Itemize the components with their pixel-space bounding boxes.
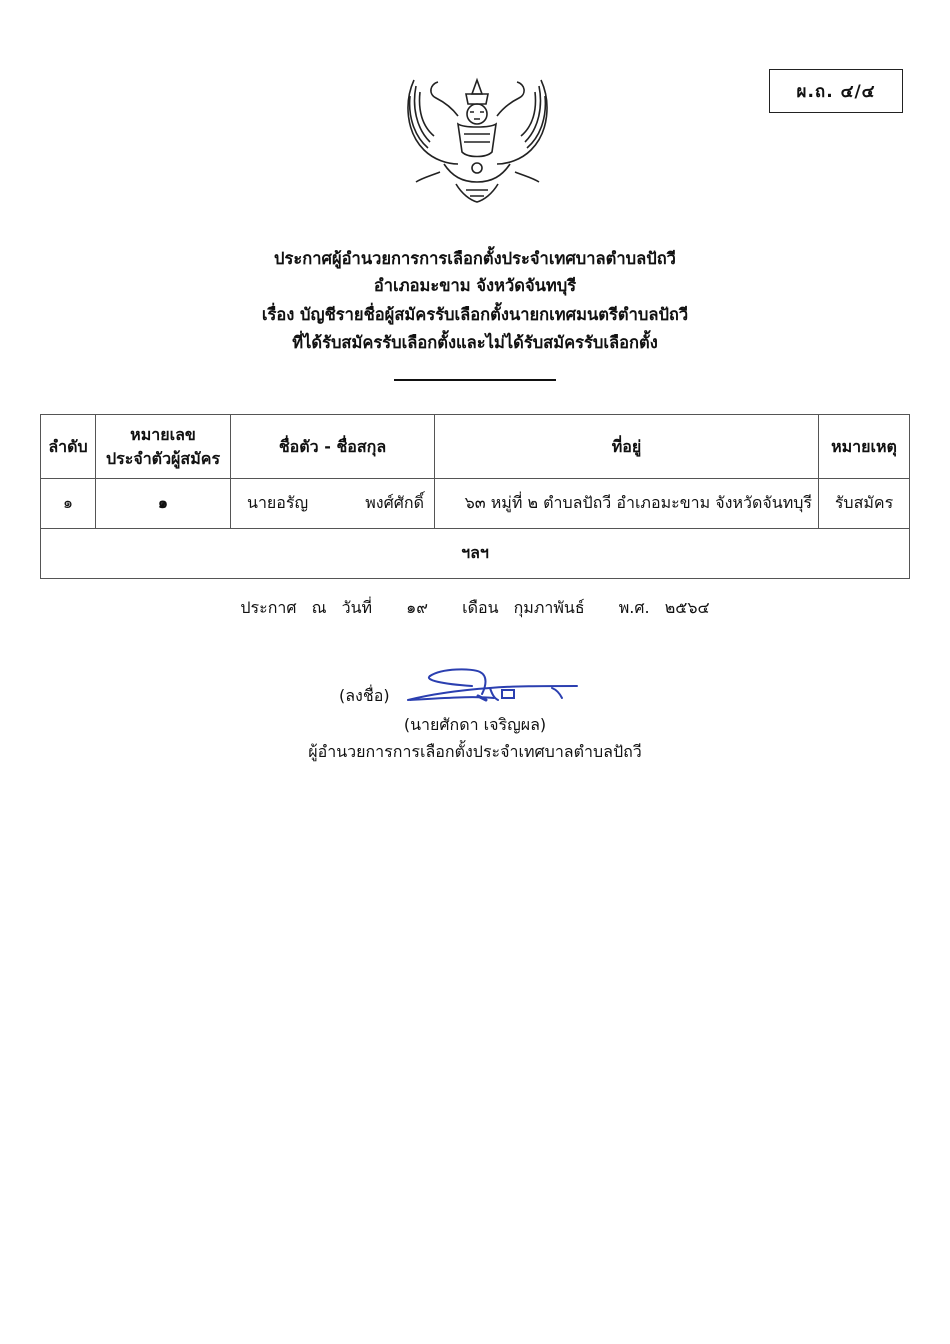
table-row	[41, 479, 910, 529]
heading-subject: เรื่อง บัญชีรายชื่อผู้สมัครรับเลือกตั้งนายกเทศมนตรีตำบลปัถวี	[261, 305, 689, 324]
header-no: ลำดับ	[41, 415, 96, 479]
month-value: กุมภาพันธ์	[513, 598, 585, 617]
cell-name	[231, 479, 435, 529]
heading-divider	[394, 379, 556, 381]
cell-candidate-id: ๑	[96, 479, 231, 529]
etc-cell: ฯลฯ	[41, 529, 910, 579]
form-code: ผ.ถ. ๔/๔	[796, 81, 876, 102]
cell-remark: รับสมัคร	[819, 479, 910, 529]
header-id-line-1: หมายเลข	[130, 424, 196, 444]
garuda-emblem-icon	[400, 72, 555, 207]
header-name: ชื่อตัว - ชื่อสกุล	[231, 415, 435, 479]
table-footer-row	[41, 529, 910, 579]
header-remark: หมายเหตุ	[819, 415, 910, 479]
announce-prefix: ประกาศ	[240, 598, 297, 617]
last-name: พงศ์ศักดิ์	[365, 493, 424, 512]
signature-icon	[402, 664, 582, 704]
announce-at: ณ	[311, 598, 327, 617]
cell-address: ๖๓ หมู่ที่ ๒ ตำบลปัถวี อำเภอมะขาม จังหวัดจันทบุรี	[435, 479, 819, 529]
table-header-row	[41, 415, 910, 479]
day-label: วันที่	[341, 598, 373, 617]
header-candidate-id	[96, 415, 231, 479]
year-value: ๒๕๖๔	[664, 598, 710, 617]
heading-line-2: อำเภอมะขาม จังหวัดจันทบุรี	[373, 276, 577, 295]
announcement-date	[0, 596, 950, 621]
month-label: เดือน	[462, 598, 499, 617]
header-address: ที่อยู่	[435, 415, 819, 479]
signer-title: ผู้อำนวยการการเลือกตั้งประจำเทศบาลตำบลปัถวี	[308, 742, 642, 761]
day-value: ๑๙	[406, 598, 429, 617]
year-label: พ.ศ.	[618, 598, 650, 617]
candidate-table	[40, 414, 910, 579]
heading-line-4: ที่ได้รับสมัครรับเลือกตั้งและไม่ได้รับสมัครรับเลือกตั้ง	[292, 333, 658, 352]
header-id-line-2: ประจำตัวผู้สมัคร	[105, 448, 221, 468]
signer-name: (นายศักดา เจริญผล)	[403, 715, 547, 734]
form-code-box	[769, 69, 903, 113]
first-name: นายอรัญ	[247, 493, 309, 512]
cell-no: ๑	[41, 479, 96, 529]
signature-label: (ลงชื่อ)	[339, 686, 390, 705]
heading-line-1: ประกาศผู้อำนวยการการเลือกตั้งประจำเทศบาลตำบลปัถวี	[274, 249, 676, 268]
